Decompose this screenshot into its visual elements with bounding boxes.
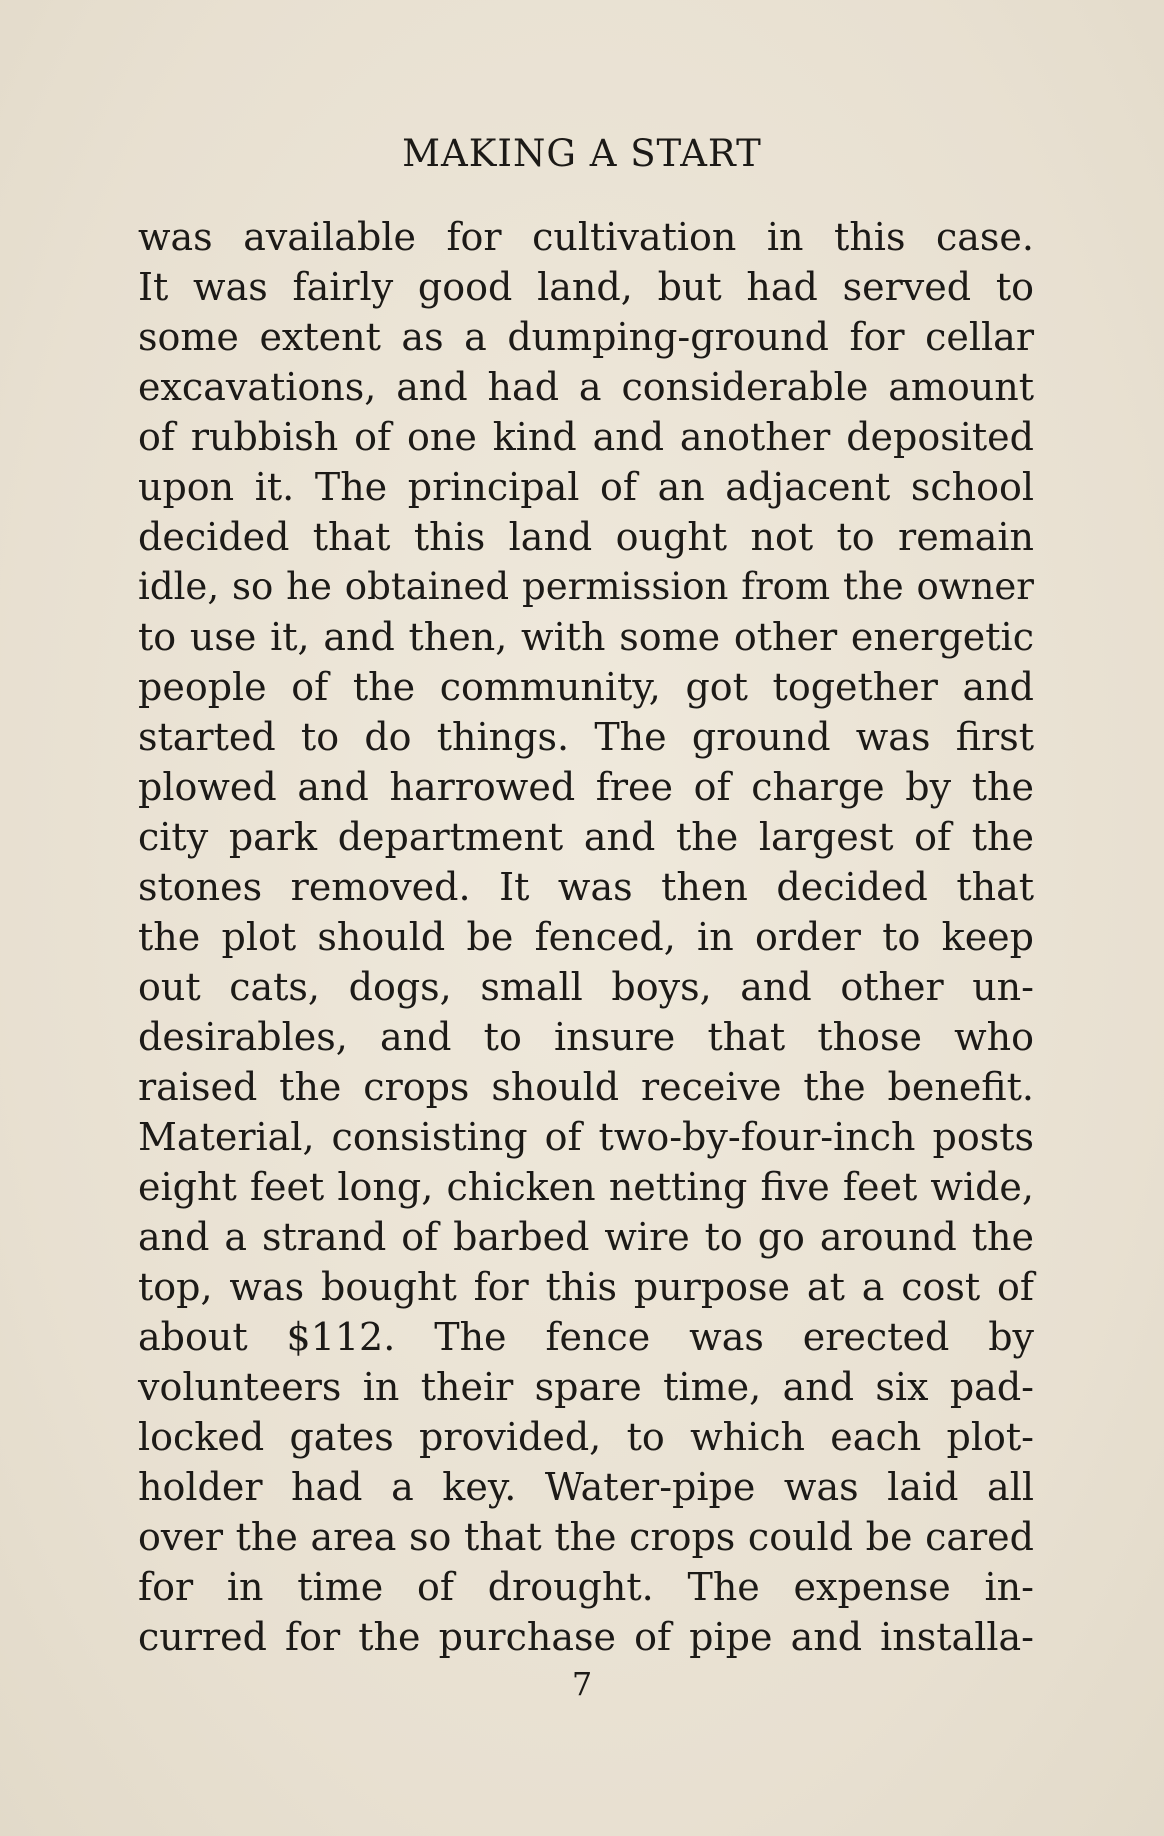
text-line: started to do things. The ground was first	[138, 715, 1034, 759]
text-line: over the area so that the crops could be cared	[138, 1515, 1034, 1559]
text-line: for in time of drought. The expense in-	[138, 1565, 1034, 1609]
text-line: holder had a key. Water-pipe was laid all	[138, 1465, 1034, 1509]
text-line: volunteers in their spare time, and six pad-	[138, 1365, 1034, 1409]
text-line: eight feet long, chicken netting five feet wide,	[138, 1165, 1034, 1209]
text-line: It was fairly good land, but had served to	[138, 265, 1034, 309]
text-line: and a strand of barbed wire to go around the	[138, 1215, 1034, 1259]
text-line: of rubbish of one kind and another deposited	[138, 415, 1034, 459]
text-line: decided that this land ought not to remain	[138, 515, 1034, 559]
text-line: some extent as a dumping-ground for cellar	[138, 315, 1034, 359]
text-line: stones removed. It was then decided that	[138, 865, 1034, 909]
text-line: upon it. The principal of an adjacent school	[138, 465, 1034, 509]
body-text	[138, 212, 1034, 1662]
text-line: raised the crops should receive the benefit.	[138, 1065, 1034, 1109]
text-line: people of the community, got together and	[138, 665, 1034, 709]
text-line: out cats, dogs, small boys, and other un-	[138, 965, 1034, 1009]
text-line: Material, consisting of two-by-four-inch posts	[138, 1115, 1034, 1159]
text-line: the plot should be fenced, in order to keep	[138, 915, 1034, 959]
text-line: locked gates provided, to which each plot-	[138, 1415, 1034, 1459]
text-line: plowed and harrowed free of charge by the	[138, 765, 1034, 809]
text-line: about $112. The fence was erected by	[138, 1315, 1034, 1359]
text-line: idle, so he obtained permission from the owner	[138, 565, 1034, 608]
page-number: 7	[571, 1665, 593, 1703]
text-line: city park department and the largest of the	[138, 815, 1034, 859]
text-line: to use it, and then, with some other energetic	[138, 615, 1034, 659]
running-head: MAKING A START	[402, 132, 762, 175]
text-line: desirables, and to insure that those who	[138, 1015, 1034, 1059]
text-line: curred for the purchase of pipe and installa-	[138, 1615, 1034, 1659]
text-line: was available for cultivation in this case.	[138, 215, 1034, 259]
text-line: excavations, and had a considerable amount	[138, 365, 1034, 409]
text-line: top, was bought for this purpose at a cost of	[138, 1265, 1034, 1309]
